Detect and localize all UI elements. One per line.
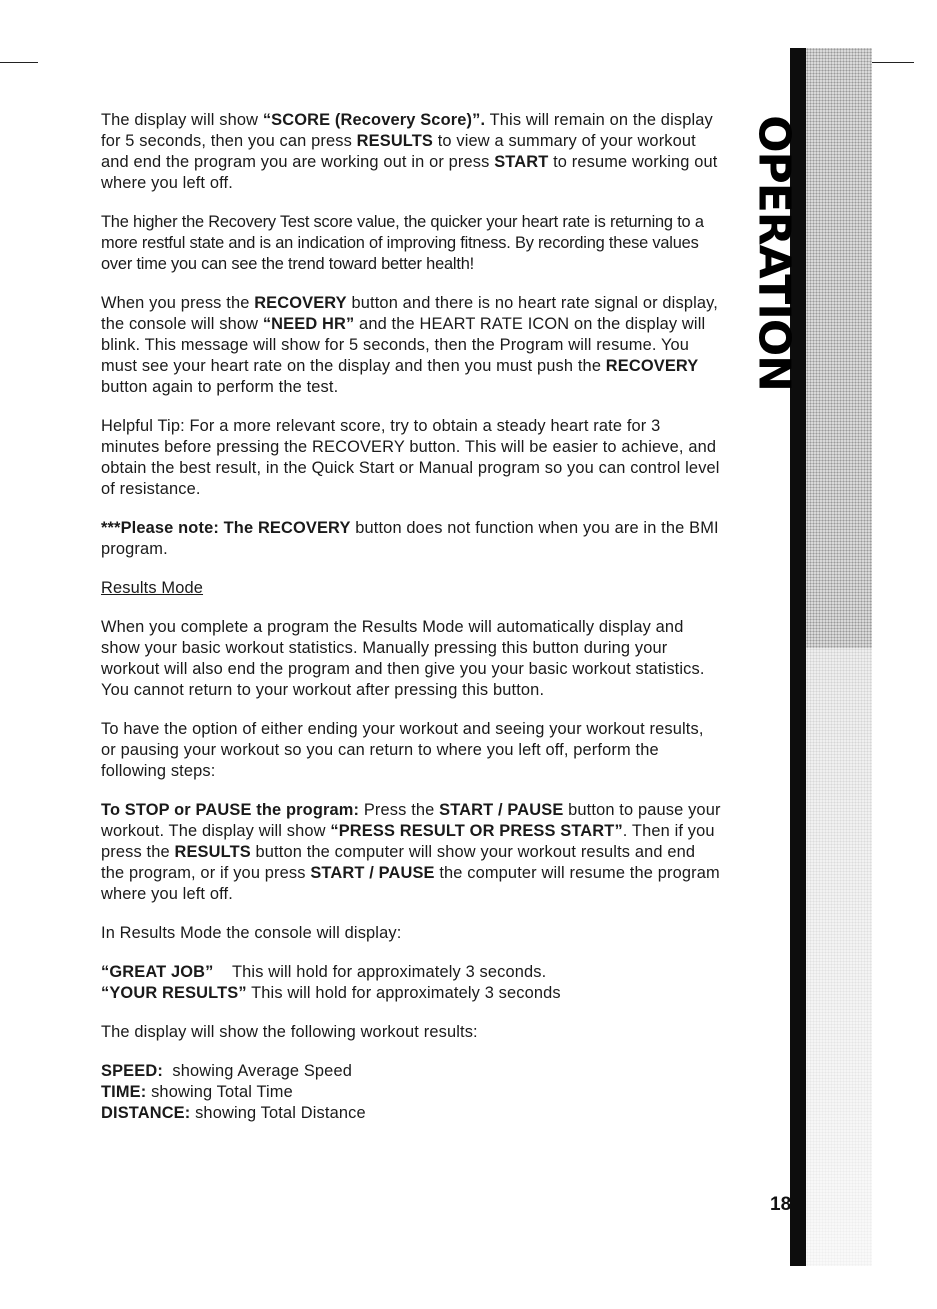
crop-mark-right [870,62,914,63]
paragraph-need-hr: When you press the RECOVERY button and there is no heart rate signal or display, the console will show “NEED HR” and the HEART RATE ICON on the display will blink. This message will show for 5 seconds, then the Program will resume. You must see your heart rate on the display and then you must push the RECOVERY button again to perform the test. [101,294,718,396]
tab-label: OPERATION [748,115,800,391]
paragraph-stop-pause: To STOP or PAUSE the program: Press the START / PAUSE button to pause your workout. The display will show “PRESS RESULT OR PRESS START”. Then if you press the RESULTS button the computer will show your workout results and end the program, or if you press START / PAUSE the computer will resume the program where you left off. [101,801,721,903]
paragraph-score: The display will show “SCORE (Recovery Score)”. This will remain on the display for 5 seconds, then you can press RESULTS to view a summary of your workout and end the program you are working out in or press START to resume working out where you left off. [101,111,718,192]
page-body [101,110,721,1142]
paragraph-recovery-score: The higher the Recovery Test score value, the quicker your heart rate is returning to a more restful state and is an indication of improving fitness. By recording these values over time you can see the trend toward better health! [101,213,704,273]
paragraph-console-display: In Results Mode the console will display: [101,924,402,942]
paragraph-results-mode: When you complete a program the Results Mode will automatically display and show your basic workout statistics. Manually pressing this button during your workout will also end the program and then give you your basic workout statistics. You cannot return to your workout after pressing this button. [101,618,705,699]
result-speed: SPEED: showing Average Speed [101,1062,352,1080]
results-mode-heading: Results Mode [101,579,204,597]
crop-mark-left [0,62,38,63]
paragraph-option: To have the option of either ending your workout and seeing your workout results, or pausing your workout so you can return to where you left off, perform the following steps: [101,720,704,780]
hold-messages [101,962,721,1004]
hold-great-job: “GREAT JOB” This will hold for approximately 3 seconds. [101,963,547,981]
results-list [101,1061,721,1124]
tab-image-fade [806,648,872,1266]
result-distance: DISTANCE: showing Total Distance [101,1104,366,1122]
paragraph-workout-results: The display will show the following workout results: [101,1023,478,1041]
tab-label-box [748,115,800,391]
page-number: 18 [770,1194,792,1215]
hold-your-results: “YOUR RESULTS” This will hold for approximately 3 seconds [101,984,561,1002]
paragraph-please-note: ***Please note: The RECOVERY button does not function when you are in the BMI program. [101,519,719,558]
operation-side-tab [790,48,872,1266]
result-time: TIME: showing Total Time [101,1083,293,1101]
paragraph-helpful-tip: Helpful Tip: For a more relevant score, try to obtain a steady heart rate for 3 minutes before pressing the RECOVERY button. This will be easier to achieve, and obtain the best result, in the Quick Start or Manual program so you can control level of resistance. [101,417,720,498]
